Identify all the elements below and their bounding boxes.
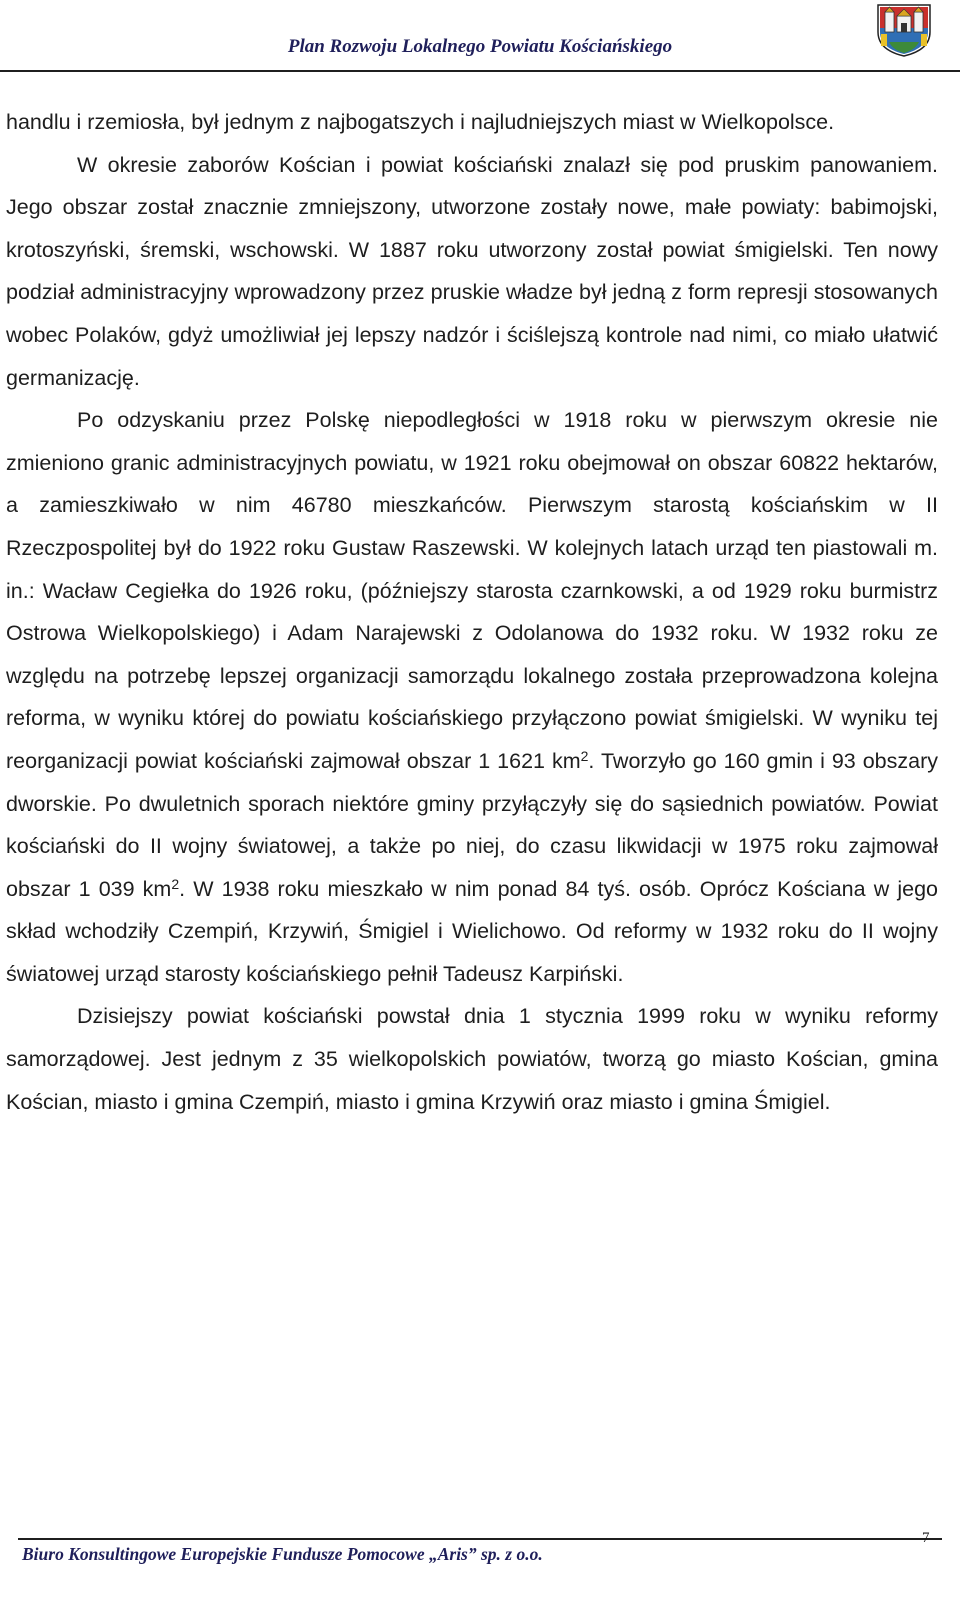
paragraph-3-part-a: Po odzyskaniu przez Polskę niepodległości w 1918 roku w pierwszym okresie nie zmieniono granic administracyjnych powiatu, w 1921 roku obejmował on obszar 60822 hektarów, a zamieszkiwało w nim 46780 mieszkańców. Pierwszym starostą kościańskim w II Rzeczpospolitej był do 1922 roku Gustaw Raszewski. W kolejnych latach urząd ten piastowali m. in.: Wacław Cegiełka do 1926 roku, (późniejszy starosta czarnkowski, a od 1929 roku burmistrz Ostrowa Wielkopolskiego) i Adam Narajewski z Odolanowa do 1932 roku. W 1932 roku ze względu na potrzebę lepszej organizacji samorządu lokalnego została przeprowadzona kolejna reforma, w wyniku której do powiatu kościańskiego przyłączono powiat śmigielski. W wyniku tej reorganizacji powiat kościański zajmował obszar 1 1621 km xyxy=(6,408,938,773)
header-title: Plan Rozwoju Lokalnego Powiatu Kościańskiego xyxy=(287,36,673,57)
body-text xyxy=(6,101,938,1123)
paragraph-1: handlu i rzemiosła, był jednym z najbogatszych i najludniejszych miast w Wielkopolsce. xyxy=(6,110,835,134)
coat-of-arms-icon xyxy=(875,2,933,58)
page-number: 7 xyxy=(922,1530,930,1546)
header-divider xyxy=(0,70,960,72)
superscript-km2-a: 2 xyxy=(580,747,589,764)
paragraph-3-part-b: . Tworzyło go 160 gmin i 93 obszary dworskie. Po dwuletnich sporach niektóre gminy przyłączyły się do sąsiednich powiatów. Powiat kościański do II wojny światowej, a także po niej, do czasu likwidacji w 1975 roku zajmował obszar 1 039 km xyxy=(6,748,938,901)
paragraph-4: Dzisiejszy powiat kościański powstał dnia 1 stycznia 1999 roku w wyniku reformy samorządowej. Jest jednym z 35 wielkopolskich powiatów, tworzą go miasto Kościan, gmina Kościan, miasto i gmina Czempiń, miasto i gmina Krzywiń oraz miasto i gmina Śmigiel. xyxy=(6,1004,938,1114)
superscript-km2-b: 2 xyxy=(171,875,180,892)
paragraph-3 xyxy=(6,399,938,995)
paragraph-3-part-c: . W 1938 roku mieszkało w nim ponad 84 tyś. osób. Oprócz Kościana w jego skład wchodziły Czempiń, Krzywiń, Śmigiel i Wielichowo. Od reformy w 1932 roku do II wojny światowej urząd starosty kościańskiego pełnił Tadeusz Karpiński. xyxy=(6,876,938,986)
footer-divider xyxy=(18,1538,942,1540)
footer-text: Biuro Konsultingowe Europejskie Fundusze Pomocowe „Aris” sp. z o.o. xyxy=(22,1544,543,1564)
paragraph-2: W okresie zaborów Kościan i powiat kościański znalazł się pod pruskim panowaniem. Jego obszar został znacznie zmniejszony, utworzone zostały nowe, małe powiaty: babimojski, krotoszyński, śremski, wschowski. W 1887 roku utworzony został powiat śmigielski. Ten nowy podział administracyjny wprowadzony przez pruskie władze był jedną z form represji stosowanych wobec Polaków, gdyż umożliwiał jej lepszy nadzór i ściślejszą kontrole nad nimi, co miało ułatwić germanizację. xyxy=(6,152,938,390)
